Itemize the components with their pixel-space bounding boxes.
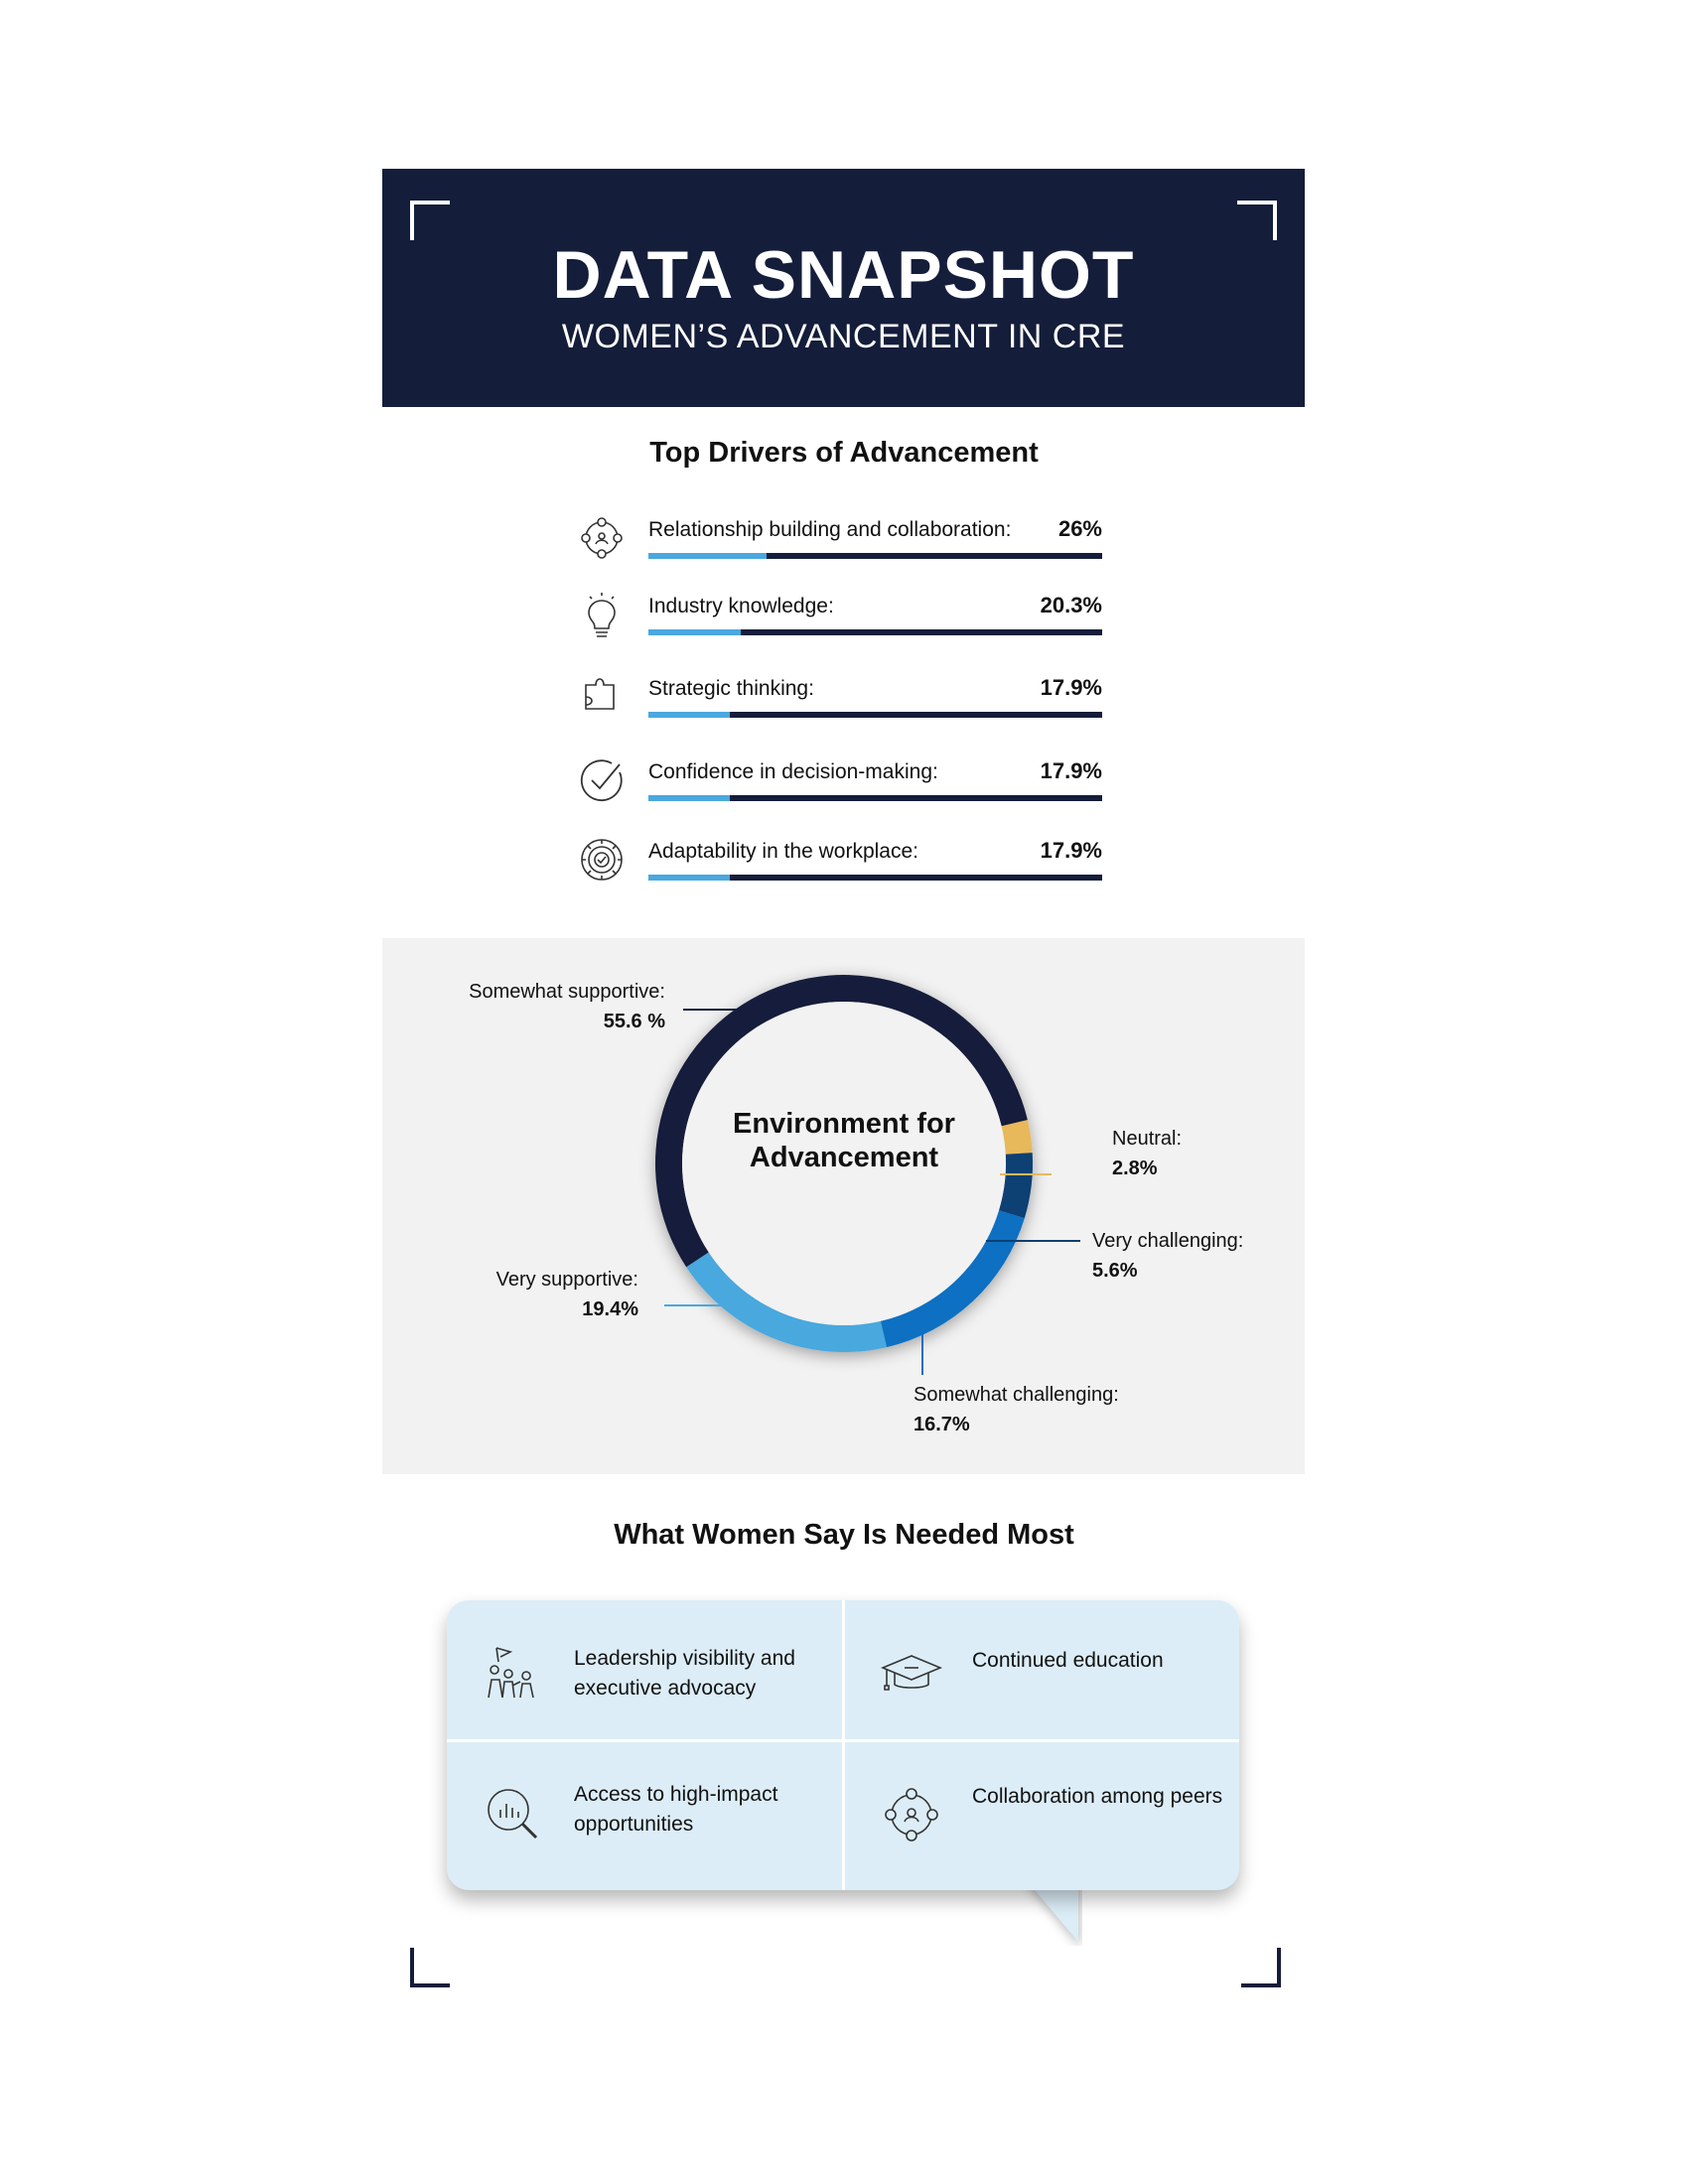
need-item bbox=[845, 1600, 1240, 1743]
driver-label: Confidence in decision-making: bbox=[648, 760, 938, 783]
driver-percent: 20.3% bbox=[1040, 593, 1102, 617]
puzzle-piece-icon bbox=[576, 671, 628, 723]
checkmark-circle-icon bbox=[576, 754, 628, 806]
flag-leader-icon bbox=[483, 1642, 544, 1704]
corner-bracket-top-left bbox=[410, 201, 450, 240]
needs-title: What Women Say Is Needed Most bbox=[614, 1519, 1074, 1551]
slice-label: Somewhat challenging: bbox=[914, 1384, 1119, 1406]
driver-bar-track bbox=[648, 795, 1102, 801]
driver-bar-fill bbox=[648, 553, 767, 559]
driver-label: Strategic thinking: bbox=[648, 677, 814, 700]
need-text: Leadership visibility and executive advocacy bbox=[574, 1647, 795, 1700]
driver-row bbox=[576, 504, 1102, 574]
page-title: DATA SNAPSHOT bbox=[552, 237, 1135, 313]
driver-row bbox=[576, 826, 1102, 895]
donut-center-title: Environment for Advancement bbox=[733, 1108, 955, 1173]
people-network-icon bbox=[881, 1784, 942, 1845]
gear-check-icon bbox=[576, 834, 628, 886]
driver-bar-track bbox=[648, 553, 1102, 559]
slice-label: Very challenging: bbox=[1092, 1230, 1244, 1252]
need-text: Continued education bbox=[972, 1649, 1164, 1672]
driver-label: Industry knowledge: bbox=[648, 595, 834, 617]
driver-bar-fill bbox=[648, 712, 730, 718]
corner-bracket-top-right bbox=[1237, 201, 1277, 240]
driver-row bbox=[576, 581, 1102, 650]
driver-percent: 17.9% bbox=[1040, 758, 1102, 783]
graduation-cap-icon bbox=[881, 1642, 942, 1704]
driver-bar-track bbox=[648, 712, 1102, 718]
donut-label-neutral bbox=[1112, 1124, 1182, 1183]
slice-value: 55.6 % bbox=[603, 1011, 665, 1032]
slice-label: Neutral: bbox=[1112, 1128, 1183, 1150]
slice-neutral bbox=[1002, 1120, 1033, 1155]
need-text: Collaboration among peers bbox=[972, 1785, 1223, 1808]
driver-row bbox=[576, 663, 1102, 733]
driver-bar-fill bbox=[648, 875, 730, 881]
drivers-title: Top Drivers of Advancement bbox=[649, 437, 1039, 469]
driver-row bbox=[576, 747, 1102, 816]
slice-value: 2.8% bbox=[1112, 1158, 1158, 1179]
donut-label-very-challenging bbox=[1092, 1226, 1243, 1286]
driver-percent: 17.9% bbox=[1040, 675, 1102, 700]
people-network-icon bbox=[576, 512, 628, 564]
driver-percent: 26% bbox=[1057, 516, 1102, 541]
donut-label-somewhat-supportive bbox=[447, 977, 665, 1036]
page-subtitle: WOMEN’S ADVANCEMENT IN CRE bbox=[561, 318, 1126, 355]
magnifier-chart-icon bbox=[483, 1784, 544, 1845]
slice-label: Very supportive: bbox=[495, 1269, 638, 1291]
slice-label: Somewhat supportive: bbox=[469, 981, 665, 1003]
driver-bar-fill bbox=[648, 795, 730, 801]
driver-bar-fill bbox=[648, 629, 741, 635]
corner-bracket-bottom-left bbox=[410, 1948, 450, 1987]
corner-bracket-bottom-right bbox=[1241, 1948, 1281, 1987]
slice-value: 19.4% bbox=[582, 1298, 638, 1320]
need-item bbox=[845, 1742, 1240, 1885]
lightbulb-icon bbox=[576, 589, 628, 640]
need-item bbox=[447, 1600, 842, 1743]
driver-percent: 17.9% bbox=[1040, 838, 1102, 863]
slice-value: 16.7% bbox=[914, 1414, 970, 1435]
driver-label: Relationship building and collaboration: bbox=[648, 518, 1012, 541]
donut-label-very-supportive bbox=[437, 1265, 638, 1324]
donut-label-somewhat-challenging bbox=[914, 1380, 1119, 1439]
driver-label: Adaptability in the workplace: bbox=[648, 840, 918, 863]
driver-bar-track bbox=[648, 875, 1102, 881]
need-text: Access to high-impact opportunities bbox=[574, 1783, 778, 1836]
slice-value: 5.6% bbox=[1092, 1260, 1138, 1282]
need-item bbox=[447, 1742, 842, 1885]
driver-bar-track bbox=[648, 629, 1102, 635]
header-banner bbox=[382, 169, 1305, 407]
needs-bubble bbox=[447, 1600, 1239, 1890]
